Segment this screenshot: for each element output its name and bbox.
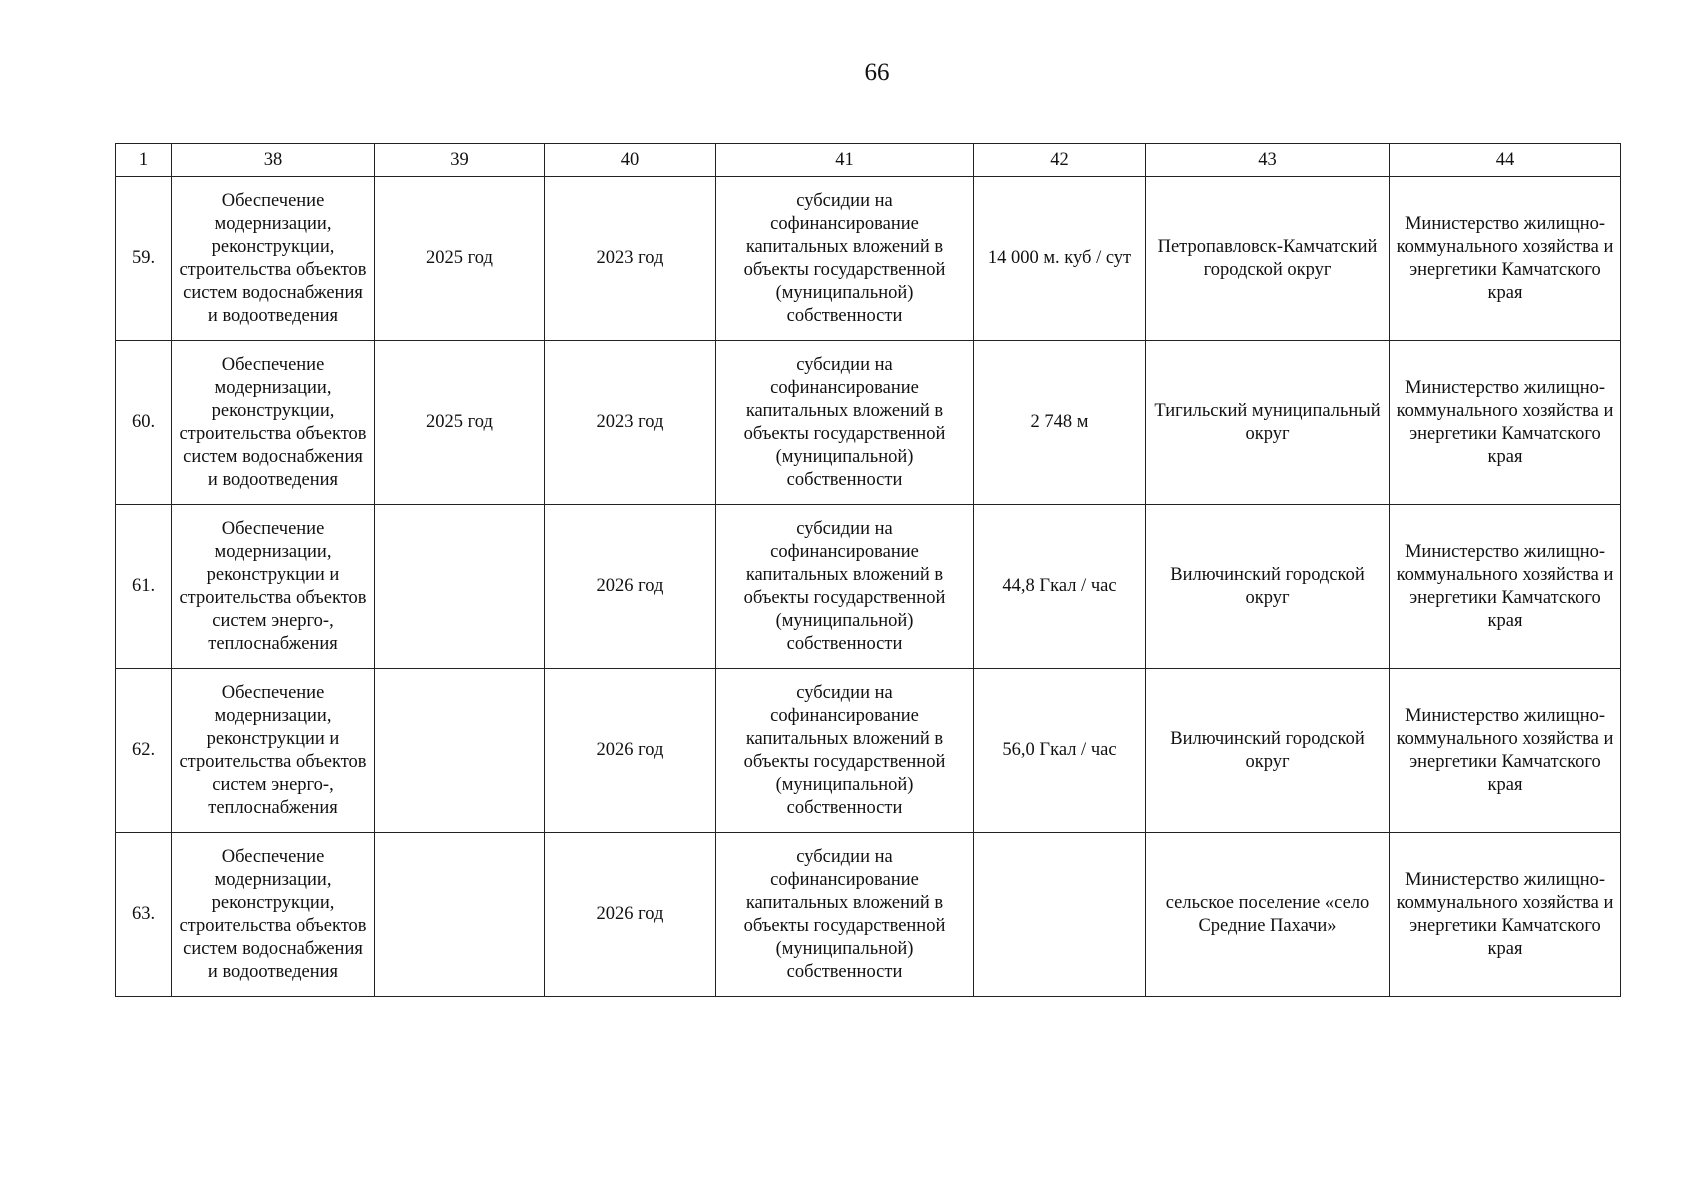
- funding-type: субсидии на софинансирование капитальных вложений в объекты государственной (муниципальной) собственности: [716, 833, 974, 997]
- funding-type: субсидии на софинансирование капитальных вложений в объекты государственной (муниципальной) собственности: [716, 669, 974, 833]
- page-number: 66: [864, 59, 890, 86]
- capacity: 14 000 м. куб / сут: [974, 177, 1146, 341]
- cell-col-39: 2025 год: [375, 177, 545, 341]
- cell-col-39: [375, 669, 545, 833]
- municipality: Вилючинский городской округ: [1146, 505, 1390, 669]
- column-header: 43: [1146, 144, 1390, 177]
- row-number: 59.: [116, 177, 172, 341]
- column-header: 1: [116, 144, 172, 177]
- cell-col-40: 2026 год: [545, 505, 716, 669]
- capacity: 44,8 Гкал / час: [974, 505, 1146, 669]
- responsible-body: Министерство жилищно-коммунального хозяйства и энергетики Камчатского края: [1390, 669, 1621, 833]
- cell-col-40: 2026 год: [545, 833, 716, 997]
- row-number: 60.: [116, 341, 172, 505]
- measure-name: Обеспечение модернизации, реконструкции, строительства объектов систем водоснабжения и водоотведения: [172, 833, 375, 997]
- responsible-body: Министерство жилищно-коммунального хозяйства и энергетики Камчатского края: [1390, 341, 1621, 505]
- funding-type: субсидии на софинансирование капитальных вложений в объекты государственной (муниципальной) собственности: [716, 341, 974, 505]
- table-row: [116, 177, 1621, 341]
- cell-col-39: 2025 год: [375, 341, 545, 505]
- municipality: Вилючинский городской округ: [1146, 669, 1390, 833]
- capacity: 56,0 Гкал / час: [974, 669, 1146, 833]
- cell-col-39: [375, 833, 545, 997]
- measure-name: Обеспечение модернизации, реконструкции и строительства объектов систем энерго-, теплоснабжения: [172, 505, 375, 669]
- column-header: 39: [375, 144, 545, 177]
- funding-type: субсидии на софинансирование капитальных вложений в объекты государственной (муниципальной) собственности: [716, 177, 974, 341]
- table-row: [116, 833, 1621, 997]
- table-row: [116, 341, 1621, 505]
- row-number: 61.: [116, 505, 172, 669]
- cell-col-39: [375, 505, 545, 669]
- responsible-body: Министерство жилищно-коммунального хозяйства и энергетики Камчатского края: [1390, 505, 1621, 669]
- municipality: Тигильский муниципальный округ: [1146, 341, 1390, 505]
- column-header: 44: [1390, 144, 1621, 177]
- data-table: [115, 143, 1621, 997]
- table-header-row: [116, 144, 1621, 177]
- measure-name: Обеспечение модернизации, реконструкции, строительства объектов систем водоснабжения и водоотведения: [172, 341, 375, 505]
- table-row: [116, 505, 1621, 669]
- capacity: [974, 833, 1146, 997]
- responsible-body: Министерство жилищно-коммунального хозяйства и энергетики Камчатского края: [1390, 177, 1621, 341]
- cell-col-40: 2023 год: [545, 341, 716, 505]
- measure-name: Обеспечение модернизации, реконструкции и строительства объектов систем энерго-, теплоснабжения: [172, 669, 375, 833]
- municipality: Петропавловск-Камчатский городской округ: [1146, 177, 1390, 341]
- row-number: 63.: [116, 833, 172, 997]
- capacity: 2 748 м: [974, 341, 1146, 505]
- measure-name: Обеспечение модернизации, реконструкции, строительства объектов систем водоснабжения и водоотведения: [172, 177, 375, 341]
- responsible-body: Министерство жилищно-коммунального хозяйства и энергетики Камчатского края: [1390, 833, 1621, 997]
- column-header: 38: [172, 144, 375, 177]
- municipality: сельское поселение «село Средние Пахачи»: [1146, 833, 1390, 997]
- column-header: 40: [545, 144, 716, 177]
- row-number: 62.: [116, 669, 172, 833]
- cell-col-40: 2023 год: [545, 177, 716, 341]
- table-row: [116, 669, 1621, 833]
- funding-type: субсидии на софинансирование капитальных вложений в объекты государственной (муниципальной) собственности: [716, 505, 974, 669]
- cell-col-40: 2026 год: [545, 669, 716, 833]
- column-header: 41: [716, 144, 974, 177]
- column-header: 42: [974, 144, 1146, 177]
